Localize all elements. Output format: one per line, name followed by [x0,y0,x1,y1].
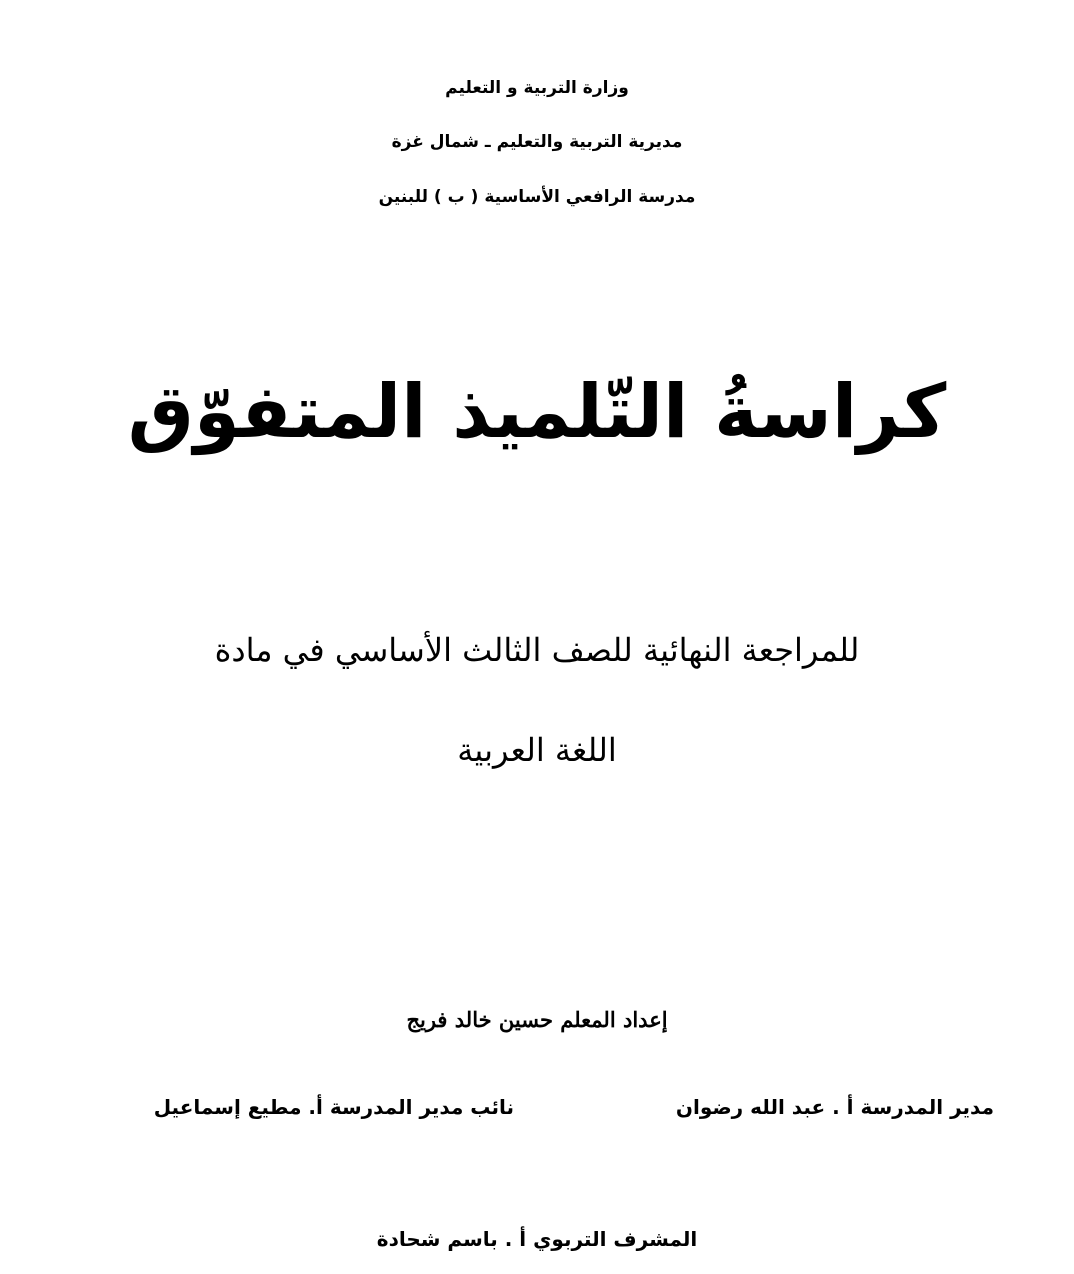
supervisor-name: المشرف التربوي أ . باسم شحادة [376,1227,698,1251]
vice-principal-name: نائب مدير المدرسة أ. مطيع إسماعيل [153,1095,514,1119]
principal-name: مدير المدرسة أ . عبد الله رضوان [675,1095,994,1119]
document-title: كراسةُ التّلميذ المتفوّق [127,369,947,455]
subtitle-line-2: اللغة العربية [457,731,617,769]
directorate-name: مديرية التربية والتعليم ـ شمال غزة [391,132,683,152]
prepared-by: إعداد المعلم حسين خالد فريج [406,1007,668,1032]
school-name: مدرسة الرافعي الأساسية ( ب ) للبنين [378,187,696,207]
subtitle-line-1: للمراجعة النهائية للصف الثالث الأساسي في مادة [214,631,860,669]
ministry-name: وزارة التربية و التعليم [445,78,629,98]
